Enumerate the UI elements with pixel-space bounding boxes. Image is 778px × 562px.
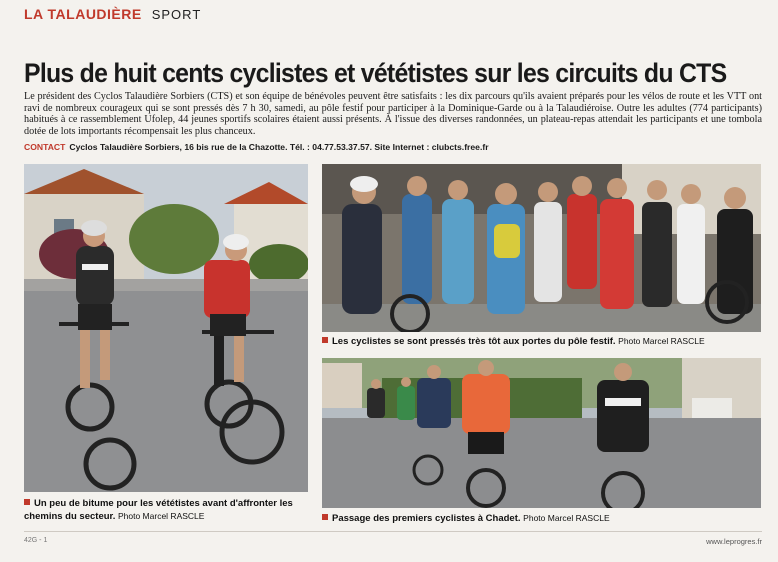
page-folio: 42G - 1 bbox=[24, 537, 48, 544]
section-rubric: SPORT bbox=[151, 7, 202, 22]
photo-mountain-bikers bbox=[24, 164, 308, 492]
contact-text: Cyclos Talaudière Sorbiers, 16 bis rue de la Chazotte. Tél. : 04.77.53.37.57. Site Internet : clubcts.free.fr bbox=[69, 142, 489, 152]
headline: Plus de huit cents cyclistes et vététistes sur les circuits du CTS bbox=[24, 58, 727, 89]
photo-credit: Photo Marcel RASCLE bbox=[117, 511, 205, 521]
photo-credit: Photo Marcel RASCLE bbox=[523, 513, 610, 523]
photo-riders-chadet bbox=[322, 358, 761, 508]
caption-text: Passage des premiers cyclistes à Chadet. bbox=[332, 513, 521, 524]
article-lede: Le président des Cyclos Talaudière Sorbiers (CTS) et son équipe de bénévoles peuvent être satisfaits : les dix parcours qu'ils avaient préparés pour les vélos de route et les VTT ont ravi de nombreux courageux qui se sont pressés dès 7 h 30, samedi, au pôle festif pour participer à la Dominique-Garde ou à la Talaudiéroise. Outre les adultes (774 participants) habitués à ce rassemblement Ufolep, 44 jeunes sportifs scolaires étaient aussi présents. À l'issue des diverses randonnées, un plateau-repas attendait les participants et une tombola dotée de lots importants récompensait les plus chanceux. bbox=[24, 91, 762, 137]
caption-bullet-icon bbox=[322, 337, 328, 343]
footer-rule bbox=[24, 531, 762, 532]
contact-line bbox=[24, 142, 762, 152]
section-header bbox=[24, 6, 201, 22]
caption-text: Les cyclistes se sont pressés très tôt aux portes du pôle festif. bbox=[332, 336, 616, 347]
site-url: www.leprogres.fr bbox=[706, 537, 762, 546]
print-bleed-through bbox=[300, 0, 770, 38]
contact-label: CONTACT bbox=[24, 142, 66, 152]
section-name: LA TALAUDIÈRE bbox=[24, 6, 142, 22]
photo-credit: Photo Marcel RASCLE bbox=[618, 336, 705, 346]
photo-cyclist-crowd bbox=[322, 164, 761, 332]
caption-photo-1 bbox=[24, 498, 308, 523]
caption-photo-2 bbox=[322, 335, 761, 348]
caption-photo-3 bbox=[322, 512, 761, 525]
caption-bullet-icon bbox=[24, 499, 30, 505]
caption-text: Un peu de bitume pour les vététistes avant d'affronter les chemins du secteur. bbox=[24, 498, 293, 522]
caption-bullet-icon bbox=[322, 514, 328, 520]
